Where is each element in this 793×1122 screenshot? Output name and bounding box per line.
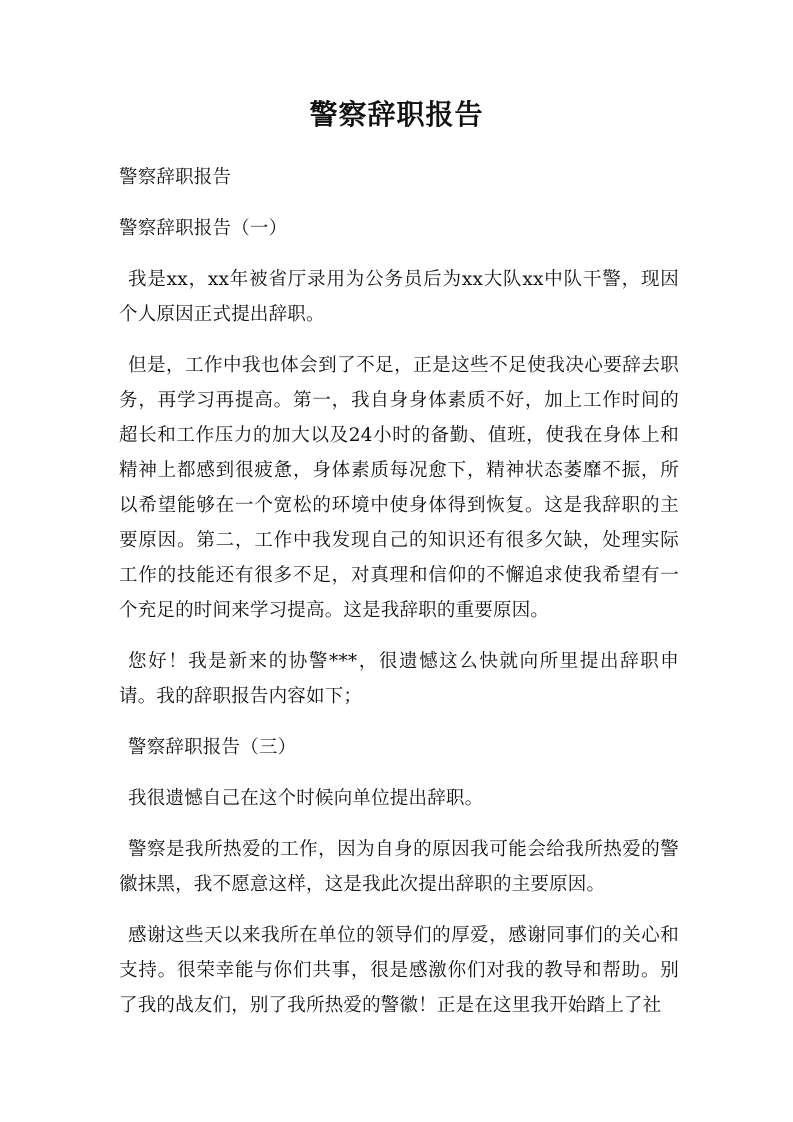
- body-paragraph: 感谢这些天以来我所在单位的领导们的厚爱，感谢同事们的关心和支持。很荣幸能与你们共事，很是感激你们对我的教导和帮助。别了我的战友们，别了我所热爱的警徽！正是在这里我开始踏上了社: [119, 925, 679, 1016]
- document-body: [119, 160, 679, 1039]
- body-paragraph: 警察是我所热爱的工作，因为自身的原因我可能会给我所热爱的警徽抹黑，我不愿意这样，这是我此次提出辞职的主要原因。: [119, 839, 679, 895]
- body-paragraph: 我很遗憾自己在这个时候向单位提出辞职。: [128, 788, 484, 809]
- body-paragraph: 但是，工作中我也体会到了不足，正是这些不足使我决心要辞去职务，再学习再提高。第一，我自身身体素质不好，加上工作时间的超长和工作压力的加大以及24小时的备勤、值班，使我在身体上和精神上都感到很疲惫，身体素质每况愈下，精神状态萎靡不振，所以希望能够在一个宽松的环境中使身体得到恢复。这是我辞职的主要原因。第二，工作中我发现自己的知识还有很多欠缺，处理实际工作的技能还有很多不足，对真理和信仰的不懈追求使我希望有一个充足的时间来学习提高。这是我辞职的重要原因。: [119, 355, 679, 621]
- subtitle-paragraph: 警察辞职报告: [119, 167, 232, 188]
- body-paragraph: 您好！我是新来的协警***，很遗憾这么快就向所里提出辞职申请。我的辞职报告内容如下；: [119, 651, 679, 707]
- section-heading-three: 警察辞职报告（三）: [128, 737, 297, 758]
- body-paragraph: 我是xx，xx年被省厅录用为公务员后为xx大队xx中队干警，现因个人原因正式提出辞职。: [119, 269, 679, 325]
- document-title: 警察辞职报告: [309, 98, 484, 131]
- section-heading-one: 警察辞职报告（一）: [119, 218, 288, 239]
